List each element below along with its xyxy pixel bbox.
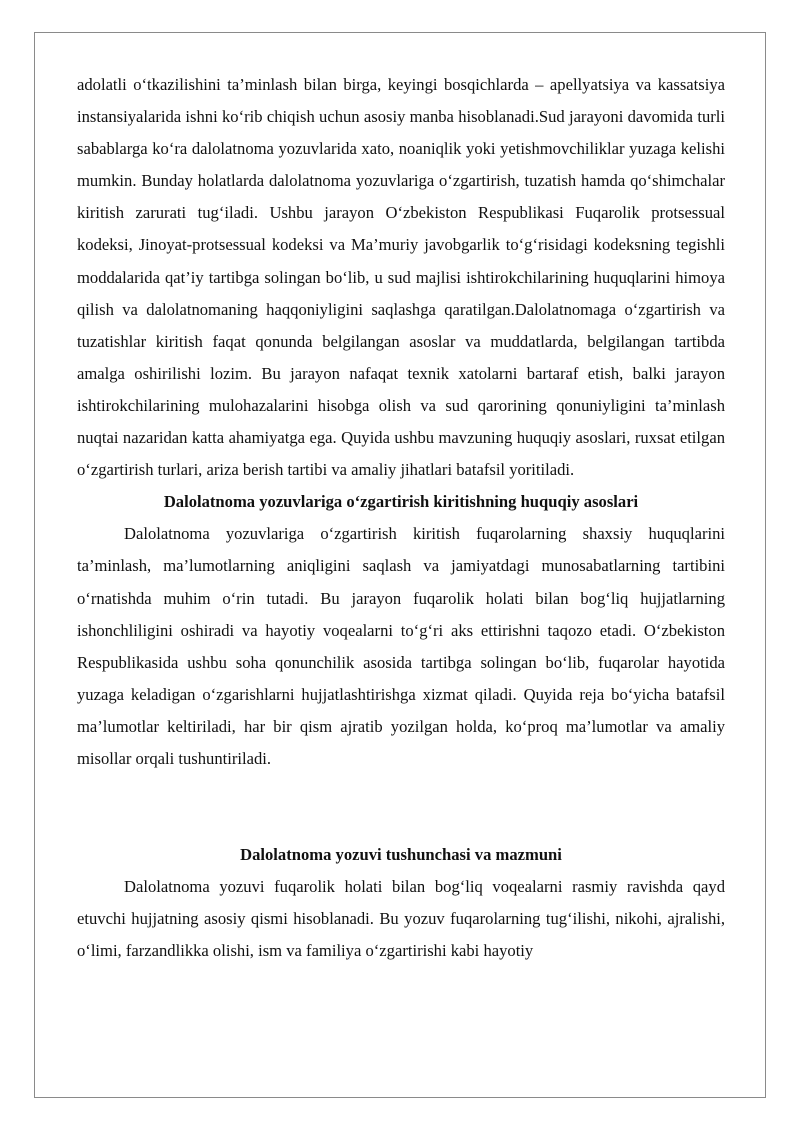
section-heading-record-concept: Dalolatnoma yozuvi tushunchasi va mazmuni [240, 845, 562, 865]
section-spacer [77, 775, 725, 839]
record-concept-paragraph: Dalolatnoma yozuvi fuqarolik holati bilan bog‘liq voqealarni rasmiy ravishda qayd etuvchi hujjatning asosiy qismi hisoblanadi. Bu yozuv fuqarolarning tug‘ilishi, nikohi, ajralishi, o‘limi, farzandlikka olishi, ism va familiya o‘zgartirishi kabi hayotiy [77, 877, 725, 961]
intro-paragraph: adolatli o‘tkazilishini ta’minlash bilan birga, keyingi bosqichlarda – apellyatsiya va kassatsiya instansiyalarida ishni ko‘rib chiqish uchun asosiy manba hisoblanadi.Sud jarayoni davomida turli sabablarga ko‘ra dalolatnoma yozuvlarida xato, noaniqlik yoki yetishmovchiliklar yuzaga kelishi mumkin. Bunday holatlarda dalolatnoma yozuvlariga o‘zgartirish, tuzatish hamda qo‘shimchalar kiritish zarurati tug‘iladi. Ushbu jarayon O‘zbekiston Respublikasi Fuqarolik protsessual kodeksi, Jinoyat-protsessual kodeksi va Ma’muriy javobgarlik to‘g‘risidagi kodeksning tegishli moddalarida qat’iy tartibga solingan bo‘lib, u sud majlisi ishtirokchilarining huquqlarini himoya qilish va dalolatnomaning haqqoniyligini saqlashga qaratilgan.Dalolatnomaga o‘zgartirish va tuzatishlar kiritish faqat qonunda belgilangan asoslar va muddatlarda, belgilangan tartibda amalga oshirilishi lozim. Bu jarayon nafaqat texnik xatolarni bartaraf etish, balki jarayon ishtirokchilarining mulohazalarini hisobga olish va sud qarorining qonuniyligini ta’minlash nuqtai nazaridan katta ahamiyatga ega. Quyida ushbu mavzuning huquqiy asoslari, ruxsat etilgan o‘zgartirish turlari, ariza berish tartibi va amaliy jihatlari batafsil yoritiladi. [77, 75, 725, 480]
document-body [77, 69, 725, 967]
legal-basis-paragraph: Dalolatnoma yozuvlariga o‘zgartirish kiritish fuqarolarning shaxsiy huquqlarini ta’minlash, ma’lumotlarning aniqligini saqlash va jamiyatdagi munosabatlarning tartibini o‘rnatishda muhim o‘rin tutadi. Bu jarayon fuqarolik holati bilan bog‘liq hujjatlarning ishonchliligini oshiradi va hayotiy voqealarni to‘g‘ri aks ettirishni taqozo etadi. O‘zbekiston Respublikasida ushbu soha qonunchilik asosida tartibga solingan bo‘lib, fuqarolar hayotida yuzaga keladigan o‘zgarishlarni hujjatlashtirishga xizmat qiladi. Quyida reja bo‘yicha batafsil ma’lumotlar keltiriladi, har bir qism ajratib yozilgan holda, ko‘proq ma’lumotlar va amaliy misollar orqali tushuntiriladi. [77, 524, 725, 768]
section-heading-legal-basis: Dalolatnoma yozuvlariga o‘zgartirish kiritishning huquqiy asoslari [163, 492, 639, 512]
